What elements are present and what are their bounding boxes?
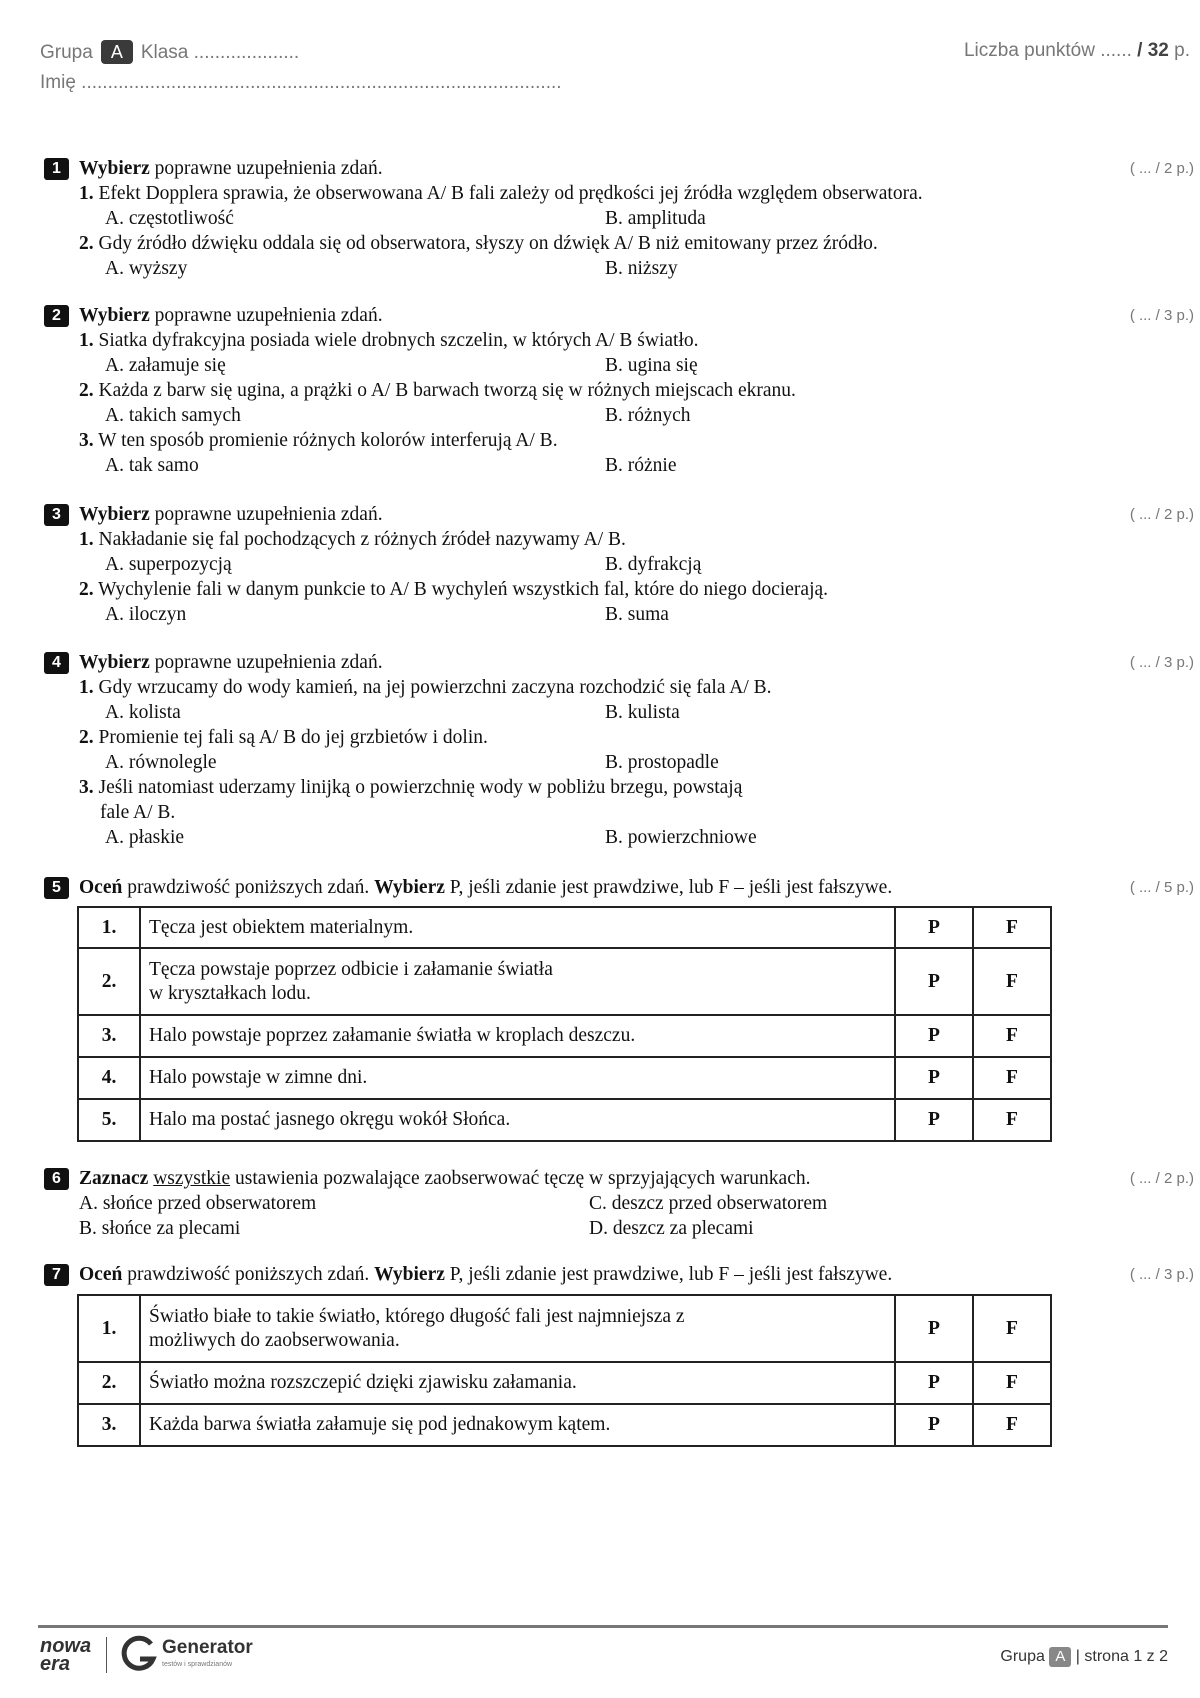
options [44,700,1194,725]
task-points: ( ... / 3 p.) [1129,654,1194,671]
task-2 [44,303,1194,478]
group-class-row [40,40,299,64]
option-a[interactable]: A. superpozycją [105,554,232,575]
options [44,1216,1194,1241]
option-a[interactable]: A. takich samych [105,405,241,426]
logo-separator [106,1637,107,1673]
option-a[interactable]: A. słońce przed obserwatorem [79,1193,317,1214]
statement: Światło można rozszczepić dzięki zjawisku załamania. [140,1362,895,1404]
option-a[interactable]: A. równolegle [105,752,217,773]
task-1 [44,156,1194,281]
sentence: 2. Każda z barw się ugina, a prążki o A/ B barwach tworzą się w różnych miejscach ekranu. [79,380,796,401]
worksheet-header [40,40,1190,110]
footer-group-label: Grupa [1000,1648,1045,1665]
true-option[interactable]: P [895,1099,973,1141]
task-number-badge: 1 [44,158,69,180]
task-6 [44,1166,1194,1241]
true-false-table [77,906,1052,1142]
footer-page-info [1000,1647,1168,1667]
false-option[interactable]: F [973,1099,1051,1141]
option-a[interactable]: A. kolista [105,702,181,723]
false-option[interactable]: F [973,1015,1051,1057]
statement: Halo ma postać jasnego okręgu wokół Słońca. [140,1099,895,1141]
table-row: 2. Tęcza powstaje poprzez odbicie i załamanie światła w kryształkach lodu. P F [78,948,1051,1015]
task-number-badge: 6 [44,1168,69,1190]
false-option[interactable]: F [973,948,1051,1015]
false-option[interactable]: F [973,1362,1051,1404]
table-row: 2. Światło można rozszczepić dzięki zjawisku załamania. P F [78,1362,1051,1404]
sentence: 3. Jeśli natomiast uderzamy linijką o powierzchnię wody w pobliżu brzegu, powstają [79,777,743,798]
sentence: 2. Gdy źródło dźwięku oddala się od obserwatora, słyszy on dźwięk A/ B niż emitowany przez źródło. [79,233,878,254]
sentence: 2. Wychylenie fali w danym punkcie to A/ B wychyleń wszystkich fal, które do niego docierają. [79,579,829,600]
statement: Halo powstaje poprzez załamanie światła w kroplach deszczu. [140,1015,895,1057]
table-row: 5. Halo ma postać jasnego okręgu wokół Słońca. P F [78,1099,1051,1141]
sentence-continuation: fale A/ B. [100,802,176,823]
option-a[interactable]: A. iloczyn [105,604,187,625]
task-points: ( ... / 2 p.) [1129,1170,1194,1187]
table-row: 1. Tęcza jest obiektem materialnym. P F [78,907,1051,948]
option-b[interactable]: B. słońce za plecami [79,1218,241,1239]
statement: Halo powstaje w zimne dni. [140,1057,895,1099]
task-instruction: Wybierz poprawne uzupełnienia zdań. [79,305,383,326]
task-number-badge: 5 [44,877,69,899]
points-unit: p. [1168,40,1190,61]
options [44,256,1194,281]
task-points: ( ... / 3 p.) [1129,307,1194,324]
table-row: 3. Każda barwa światła załamuje się pod jednakowym kątem. P F [78,1404,1051,1446]
statement: Tęcza jest obiektem materialnym. [140,907,895,948]
sentence: 1. Gdy wrzucamy do wody kamień, na jej powierzchni zaczyna rozchodzić się fala A/ B. [79,677,772,698]
task-number-badge: 3 [44,504,69,526]
generator-g-icon [120,1635,158,1673]
points-total: / 32 [1137,40,1169,61]
false-option[interactable]: F [973,1404,1051,1446]
task-instruction: Wybierz poprawne uzupełnienia zdań. [79,504,383,525]
task-points: ( ... / 2 p.) [1129,160,1194,177]
table-row: 4. Halo powstaje w zimne dni. P F [78,1057,1051,1099]
true-option[interactable]: P [895,948,973,1015]
task-instruction: Wybierz poprawne uzupełnienia zdań. [79,158,383,179]
task-number-badge: 4 [44,652,69,674]
nowa-era-logo: nowa era [40,1635,92,1675]
task-3 [44,502,1194,627]
options [44,353,1194,378]
option-a[interactable]: A. załamuje się [105,355,226,376]
task-instruction: Wybierz poprawne uzupełnienia zdań. [79,652,383,673]
generator-logo-text: Generator [162,1637,253,1658]
option-b[interactable]: B. suma [605,604,669,625]
option-a[interactable]: A. wyższy [105,258,188,279]
options [44,552,1194,577]
options [44,825,1194,850]
task-instruction: Oceń prawdziwość poniższych zdań. Wybierz P, jeśli zdanie jest prawdziwe, lub F – jeśli jest fałszywe. [79,1264,893,1285]
true-option[interactable]: P [895,1362,973,1404]
options [44,1191,1194,1216]
task-points: ( ... / 2 p.) [1129,506,1194,523]
option-b[interactable]: B. dyfrakcją [605,554,702,575]
task-points: ( ... / 5 p.) [1129,879,1194,896]
option-b[interactable]: B. różnych [605,405,691,426]
statement: Tęcza powstaje poprzez odbicie i załamanie światła w kryształkach lodu. [140,948,895,1015]
generator-tagline: testów i sprawdzianów [162,1661,233,1668]
true-false-table [77,1294,1052,1447]
options [44,453,1194,478]
option-d[interactable]: D. deszcz za plecami [589,1218,754,1239]
name-label: Imię ........................................................................................... [40,72,562,93]
footer-group-badge: A [1049,1647,1071,1667]
group-badge: A [101,40,133,64]
option-b[interactable]: B. powierzchniowe [605,827,757,848]
statement: Każda barwa światła załamuje się pod jednakowym kątem. [140,1404,895,1446]
false-option[interactable]: F [973,1057,1051,1099]
table-row: 3. Halo powstaje poprzez załamanie światła w kroplach deszczu. P F [78,1015,1051,1057]
option-a[interactable]: A. płaskie [105,827,185,848]
options [44,403,1194,428]
true-option[interactable]: P [895,1404,973,1446]
true-option[interactable]: P [895,1057,973,1099]
task-5 [44,875,1194,900]
true-option[interactable]: P [895,1295,973,1362]
option-b[interactable]: B. niższy [605,258,678,279]
option-b[interactable]: B. amplituda [605,208,706,229]
task-instruction: Oceń prawdziwość poniższych zdań. Wybierz P, jeśli zdanie jest prawdziwe, lub F – jeśli jest fałszywe. [79,877,893,898]
points-summary [964,40,1190,62]
option-b[interactable]: B. różnie [605,455,677,476]
group-label: Grupa [40,42,93,63]
options [44,750,1194,775]
name-row [40,72,562,94]
sentence: 1. Nakładanie się fal pochodzących z różnych źródeł nazywamy A/ B. [79,529,626,550]
option-b[interactable]: B. ugina się [605,355,698,376]
task-7 [44,1262,1194,1287]
task-points: ( ... / 3 p.) [1129,1266,1194,1283]
page-number: | strona 1 z 2 [1075,1648,1168,1665]
page-footer [38,1625,1168,1675]
statement: Światło białe to takie światło, którego długość fali jest najmniejsza z możliwych do zaobserwowania. [140,1295,895,1362]
true-option[interactable]: P [895,907,973,948]
option-b[interactable]: B. prostopadle [605,752,719,773]
options [44,602,1194,627]
sentence: 1. Siatka dyfrakcyjna posiada wiele drobnych szczelin, w których A/ B światło. [79,330,699,351]
option-c[interactable]: C. deszcz przed obserwatorem [589,1193,828,1214]
false-option[interactable]: F [973,907,1051,948]
options [44,206,1194,231]
task-number-badge: 2 [44,305,69,327]
task-4 [44,650,1194,850]
sentence: 3. W ten sposób promienie różnych kolorów interferują A/ B. [79,430,558,451]
false-option[interactable]: F [973,1295,1051,1362]
footer-divider [38,1625,1168,1628]
points-label: Liczba punktów ...... [963,40,1138,61]
class-label: Klasa .................... [140,42,300,63]
table-row: 1. Światło białe to takie światło, którego długość fali jest najmniejsza z możliwych do zaobserwowania. P F [78,1295,1051,1362]
option-a[interactable]: A. tak samo [105,455,199,476]
sentence: 1. Efekt Dopplera sprawia, że obserwowana A/ B fali zależy od prędkości jej źródła względem obserwatora. [79,183,923,204]
true-option[interactable]: P [895,1015,973,1057]
option-b[interactable]: B. kulista [605,702,680,723]
option-a[interactable]: A. częstotliwość [105,208,234,229]
task-number-badge: 7 [44,1264,69,1286]
task-instruction: Zaznacz wszystkie ustawienia pozwalające zaobserwować tęczę w sprzyjających warunkach. [79,1168,811,1189]
sentence: 2. Promienie tej fali są A/ B do jej grzbietów i dolin. [79,727,488,748]
